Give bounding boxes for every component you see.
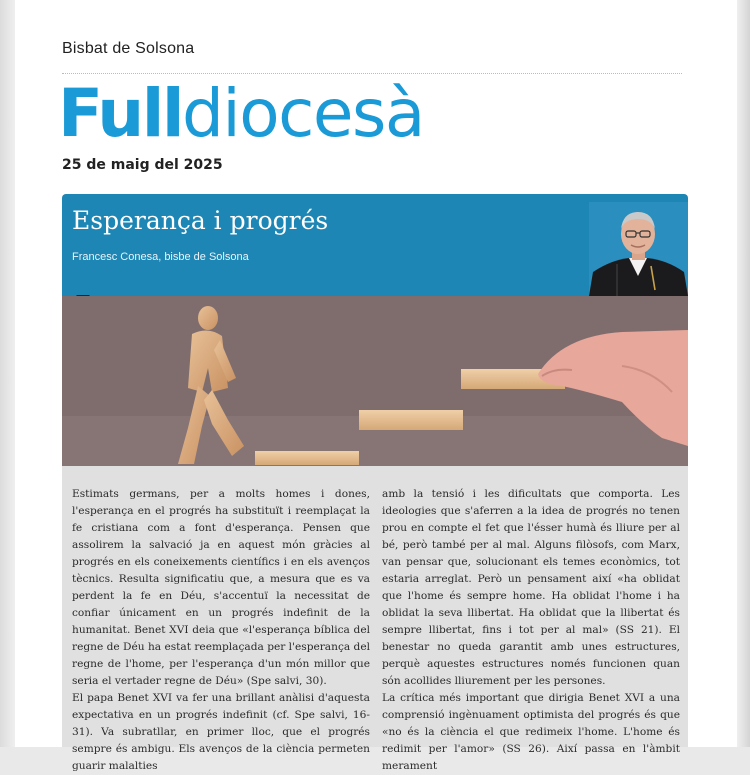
article-photo	[62, 296, 688, 466]
article-author: Francesc Conesa, bisbe de Solsona	[72, 251, 249, 263]
masthead-bold: Full	[58, 75, 183, 152]
header-rule	[62, 73, 682, 74]
page-edge-right	[737, 0, 750, 747]
paragraph: El papa Benet XVI va fer una brillant anàlisi d'aquesta expectativa en un progrés indefinit (cf. Spe salvi, 16-31). Va subratllar, en primer lloc, que el progrés sempre és ambigu. Els avenços de la ciència permeten guarir malalties	[72, 692, 370, 772]
article-body	[62, 466, 688, 772]
column-right	[382, 486, 680, 775]
paragraph: amb la tensió i les dificultats que comporta. Les ideologies que s'aferren a la idea de progrés no tenen prou en compte el fet que l'ésser humà és lliure per al bé, però també per al mal. Alguns filòsofs, com Marx, van pensar que, solucionant els temes econòmics, tot estaria arreglat. Però un pensament així «ha oblidat que l'home és sempre home. Ha oblidat l'home i ha oblidat la seva llibertat. Ha oblidat que la llibertat és sempre llibertat, fins i tot per al mal» (SS 21). El benestar no queda garantit amb unes estructures, perquè aquestes estructures només funcionen quan són acollides lliurement per les persones.	[382, 488, 680, 687]
paragraph: La crítica més important que dirigia Benet XVI a una comprensió ingènuament optimista del progrés és que «no és la ciència el que redimeix l'home. L'home és redimit per l'amor» (SS 26). Així passa en l'àmbit merament	[382, 692, 680, 772]
article-header	[62, 194, 688, 296]
article-title: Esperança i progrés	[72, 206, 329, 235]
issue-date: 25 de maig del 2025	[62, 157, 223, 173]
page-edge-left	[0, 0, 15, 747]
masthead-light: diocesà	[182, 75, 424, 152]
portrait-illustration	[589, 202, 688, 296]
column-left	[72, 486, 370, 775]
author-portrait	[589, 202, 688, 296]
paragraph: Estimats germans, per a molts homes i dones, l'esperança en el progrés ha substituït i reemplaçat la fe cristiana com a font d'esperança. Pensen que assolirem la salvació ja en aquest món gràcies al progrés en els coneixements científics i en els avenços tècnics. Resulta significatiu que, a mesura que es va perdent la fe en Déu, s'accentuï la necessitat de confiar únicament en un progrés indefinit de la humanitat. Benet XVI deia que «l'esperança bíblica del regne de Déu ha estat reemplaçada per l'esperança del regne de l'home, per l'esperança d'un món millor que seria el vertader regne de Déu» (Spe salvi, 30).	[72, 488, 371, 687]
stairs-illustration	[62, 296, 688, 466]
masthead	[58, 76, 424, 152]
publisher-name: Bisbat de Solsona	[62, 40, 195, 57]
